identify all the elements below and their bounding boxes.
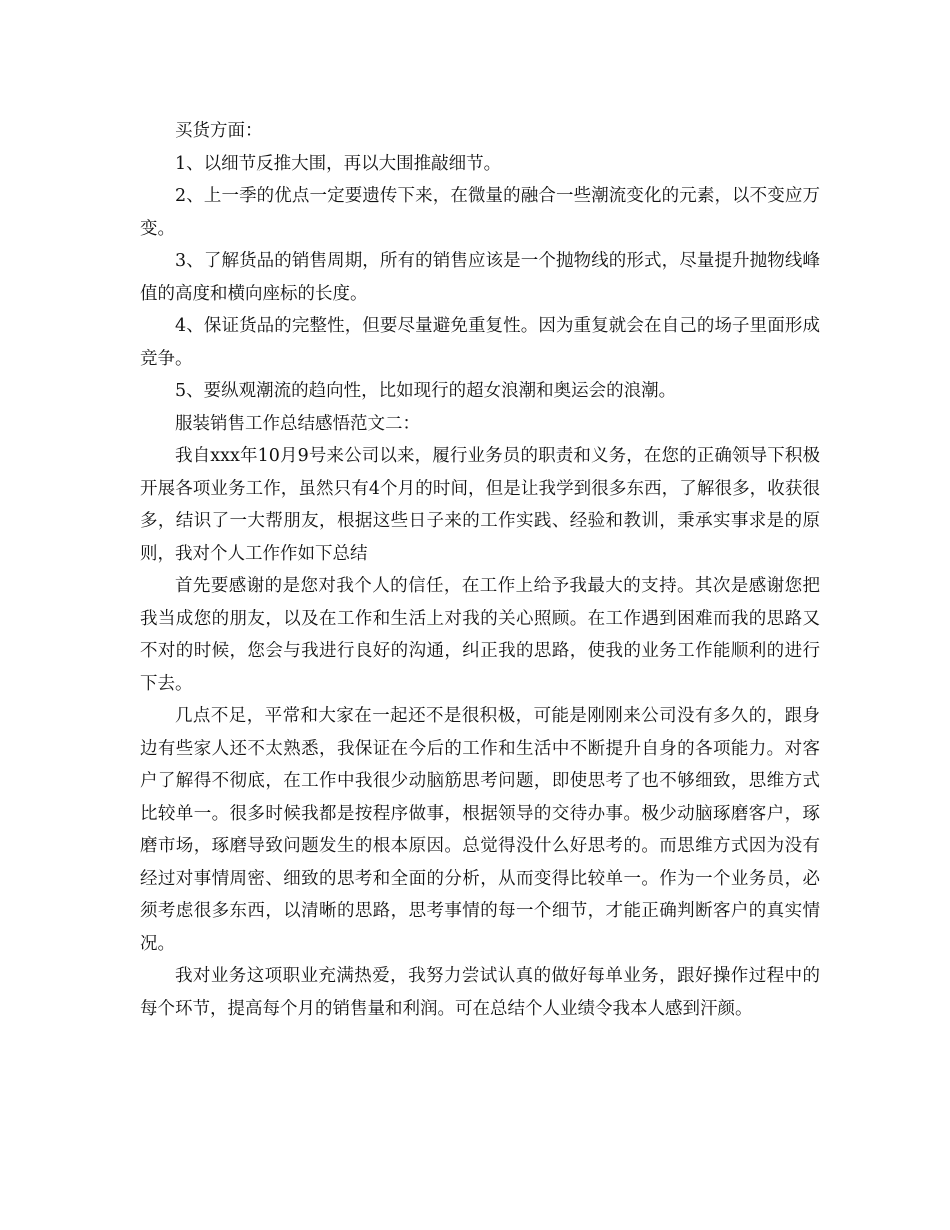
paragraph: 2、上一季的优点一定要遗传下来，在微量的融合一些潮流变化的元素，以不变应万变。: [140, 186, 820, 239]
paragraph: 1、以细节反推大围，再以大围推敲细节。: [175, 153, 502, 174]
section-heading-purchasing: 买货方面：: [175, 121, 263, 141]
paragraph: 我自xxx年10月9号来公司以来，履行业务员的职责和义务，在您的正确领导下积极开展各项业务工作，虽然只有4个月的时间，但是让我学到很多东西，了解很多，收获很多，结识了一大帮朋友，根据这些日子来的工作实践、经验和教训，秉承实事求是的原则，我对个人工作作如下总结: [140, 446, 820, 564]
paragraph: 4、保证货品的完整性，但要尽量避免重复性。因为重复就会在自己的场子里面形成竞争。: [140, 316, 820, 369]
paragraph: 我对业务这项职业充满热爱，我努力尝试认真的做好每单业务，跟好操作过程中的每个环节，提高每个月的销售量和利润。可在总结个人业绩令我本人感到汗颜。: [140, 966, 820, 1019]
section-heading-sample-two: 服装销售工作总结感悟范文二：: [175, 413, 420, 434]
paragraph: 5、要纵观潮流的趋向性，比如现行的超女浪潮和奥运会的浪潮。: [175, 381, 677, 401]
paragraph: 首先要感谢的是您对我个人的信任，在工作上给予我最大的支持。其次是感谢您把我当成您的朋友，以及在工作和生活上对我的关心照顾。在工作遇到困难而我的思路又不对的时候，您会与我进行良好的沟通，纠正我的思路，使我的业务工作能顺利的进行下去。: [140, 576, 820, 694]
paragraph: 几点不足，平常和大家在一起还不是很积极，可能是刚刚来公司没有多久的，跟身边有些家人还不太熟悉，我保证在今后的工作和生活中不断提升自身的各项能力。对客户了解得不彻底，在工作中我很少动脑筋思考问题，即使思考了也不够细致，思维方式比较单一。很多时候我都是按程序做事，根据领导的交待办事。极少动脑琢磨客户，琢磨市场，琢磨导致问题发生的根本原因。总觉得没什么好思考的。而思维方式因为没有经过对事情周密、细致的思考和全面的分析，从而变得比较单一。作为一个业务员，必须考虑很多东西，以清晰的思路，思考事情的每一个细节，才能正确判断客户的真实情况。: [140, 706, 820, 954]
document-body: [140, 115, 820, 1025]
paragraph: 3、了解货品的销售周期，所有的销售应该是一个抛物线的形式，尽量提升抛物线峰值的高度和横向座标的长度。: [140, 251, 820, 304]
